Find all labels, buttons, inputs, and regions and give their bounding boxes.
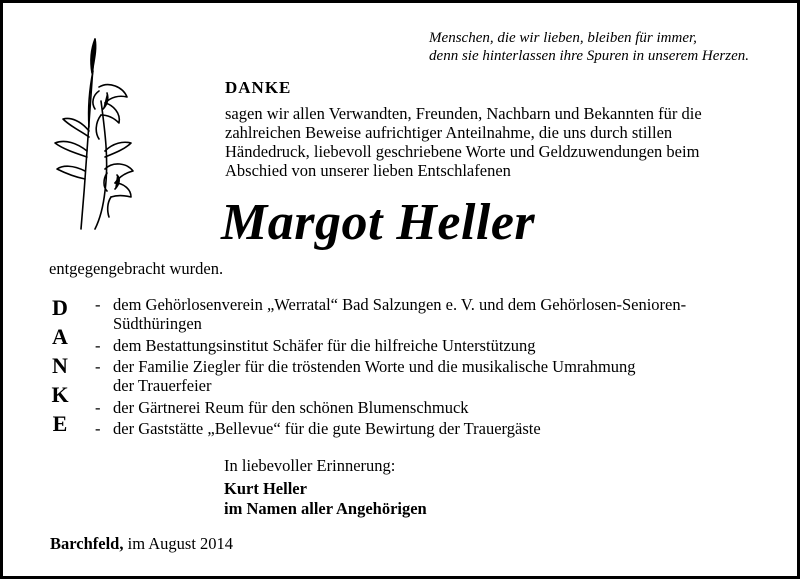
list-line: der Familie Ziegler für die tröstenden Worte und die musikalische Umrahmung <box>113 357 636 376</box>
signer-block <box>224 479 427 519</box>
motto-quote <box>429 29 749 65</box>
list-item <box>95 357 765 395</box>
place-name: Barchfeld, <box>50 534 124 553</box>
list-line: der Gärtnerei Reum für den schönen Blumenschmuck <box>113 397 469 417</box>
deceased-name: Margot Heller <box>221 194 536 251</box>
vertical-letter: A <box>52 324 68 349</box>
list-dash: - <box>95 357 101 376</box>
place-date <box>50 534 233 554</box>
list-item <box>95 336 765 355</box>
thanks-heading: DANKE <box>225 78 292 97</box>
vertical-letter: D <box>52 295 68 320</box>
intro-line: sagen wir allen Verwandten, Freunden, Nachbarn und Bekannten für die <box>225 104 702 123</box>
list-line: dem Gehörlosenverein „Werratal“ Bad Salzungen e. V. und dem Gehörlosen-Senioren- <box>113 295 687 314</box>
list-dash: - <box>95 419 101 438</box>
list-line: der Trauerfeier <box>113 376 212 395</box>
list-item-text <box>113 357 765 395</box>
intro-line: Händedruck, liebevoll geschriebene Worte und Geldzuwendungen beim <box>225 142 700 161</box>
vertical-thanks-word <box>47 293 73 438</box>
iris-flower-icon <box>43 31 153 231</box>
intro-line: Abschied von unserer lieben Entschlafenen <box>225 161 511 180</box>
motto-line: denn sie hinterlassen ihre Spuren in unserem Herzen. <box>429 48 749 64</box>
motto-line: Menschen, die wir lieben, bleiben für immer, <box>429 30 697 46</box>
list-item <box>95 419 765 438</box>
list-dash: - <box>95 335 101 355</box>
list-item-text <box>113 295 765 333</box>
vertical-letter: E <box>52 411 68 436</box>
list-item-text <box>113 419 765 438</box>
list-item <box>95 398 765 417</box>
intro-paragraph <box>225 104 758 180</box>
list-item <box>95 295 765 333</box>
list-line: Südthüringen <box>113 314 202 333</box>
signer-on-behalf: im Namen aller Angehörigen <box>224 499 427 518</box>
received-text: entgegengebracht wurden. <box>49 259 224 278</box>
intro-line: zahlreichen Beweise aufrichtiger Anteilnahme, die uns durch stillen <box>225 123 673 142</box>
list-item-text <box>113 336 765 355</box>
closing-remembrance: In liebevoller Erinnerung: <box>224 456 396 475</box>
list-dash: - <box>95 295 101 314</box>
list-line: dem Bestattungsinstitut Schäfer für die hilfreiche Unterstützung <box>113 335 536 355</box>
list-line: der Gaststätte „Bellevue“ für die gute Bewirtung der Trauergäste <box>113 419 541 438</box>
vertical-letter: N <box>52 353 68 378</box>
list-item-text <box>113 398 765 417</box>
signer-name: Kurt Heller <box>224 479 307 498</box>
thanks-list <box>95 295 765 441</box>
date-text: im August 2014 <box>127 534 234 553</box>
vertical-letter: K <box>51 382 69 407</box>
list-dash: - <box>95 397 101 417</box>
